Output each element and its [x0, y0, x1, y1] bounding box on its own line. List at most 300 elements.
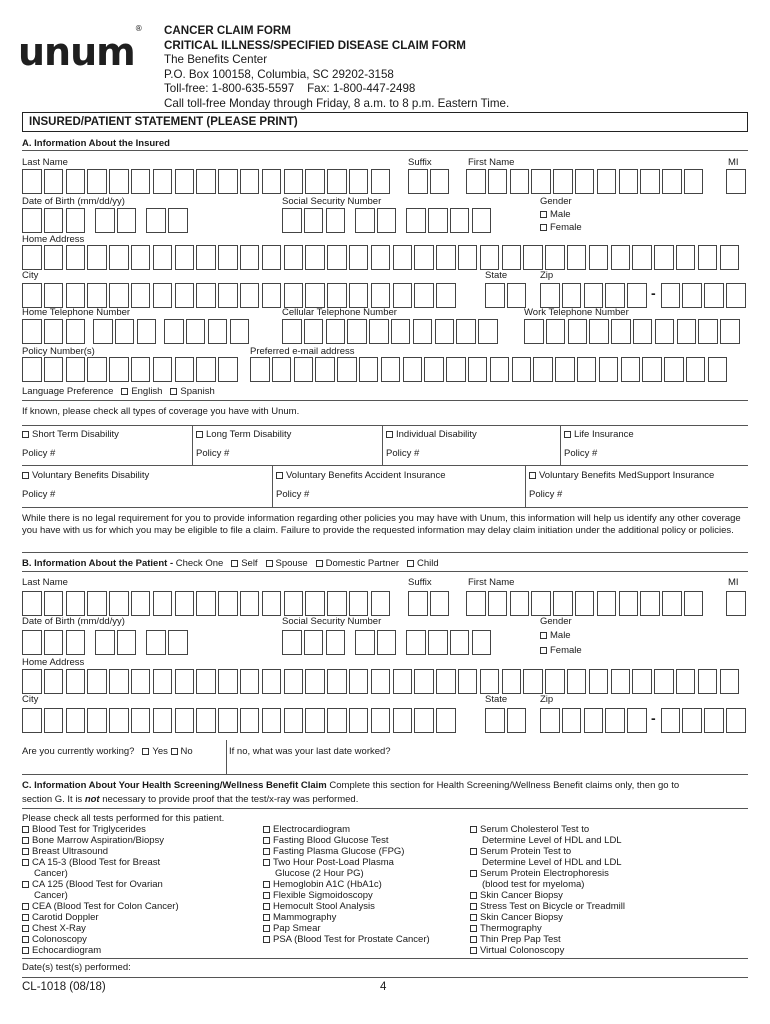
char-box[interactable]: [117, 630, 137, 655]
checkbox-icon[interactable]: [22, 903, 29, 910]
char-box[interactable]: [208, 319, 228, 344]
suffix-boxes[interactable]: [408, 169, 452, 194]
test-item[interactable]: Electrocardiogram: [263, 824, 430, 835]
char-box[interactable]: [272, 357, 292, 382]
char-box[interactable]: [22, 591, 42, 616]
char-box[interactable]: [326, 319, 346, 344]
char-box[interactable]: [22, 208, 42, 233]
char-box[interactable]: [327, 283, 347, 308]
checkbox-icon[interactable]: [22, 826, 29, 833]
char-box[interactable]: [196, 669, 216, 694]
checkbox-spouse[interactable]: [266, 560, 273, 567]
char-box[interactable]: [284, 708, 304, 733]
char-box[interactable]: [327, 708, 347, 733]
char-box[interactable]: [22, 283, 42, 308]
char-box[interactable]: [627, 283, 647, 308]
char-box[interactable]: [654, 245, 674, 270]
first-name-boxes[interactable]: [466, 169, 706, 194]
char-box[interactable]: [284, 283, 304, 308]
char-box[interactable]: [676, 245, 696, 270]
char-box[interactable]: [488, 169, 508, 194]
char-box[interactable]: [284, 245, 304, 270]
test-item[interactable]: Virtual Colonoscopy: [470, 945, 625, 956]
char-box[interactable]: [371, 669, 391, 694]
email-boxes[interactable]: [250, 357, 730, 382]
char-box[interactable]: [619, 169, 639, 194]
char-box[interactable]: [22, 630, 42, 655]
char-box[interactable]: [676, 669, 696, 694]
char-box[interactable]: [22, 357, 42, 382]
char-box[interactable]: [371, 245, 391, 270]
char-box[interactable]: [262, 669, 282, 694]
char-box[interactable]: [66, 169, 86, 194]
test-item[interactable]: Fasting Plasma Glucose (FPG): [263, 846, 430, 857]
char-box[interactable]: [44, 208, 64, 233]
checkbox-icon[interactable]: [22, 881, 29, 888]
char-box[interactable]: [664, 357, 684, 382]
coverage-vb-disability[interactable]: Voluntary Benefits Disability: [22, 470, 149, 481]
char-box[interactable]: [87, 357, 107, 382]
checkbox-icon[interactable]: [263, 881, 270, 888]
char-box[interactable]: [553, 169, 573, 194]
checkbox-icon[interactable]: [263, 837, 270, 844]
test-item[interactable]: Skin Cancer Biopsy: [470, 912, 625, 923]
checkbox-icon[interactable]: [22, 914, 29, 921]
test-item[interactable]: Breast Ultrasound: [22, 846, 179, 857]
char-box[interactable]: [359, 357, 379, 382]
char-box[interactable]: [430, 591, 450, 616]
char-box[interactable]: [584, 283, 604, 308]
char-box[interactable]: [555, 357, 575, 382]
char-box[interactable]: [720, 319, 740, 344]
char-box[interactable]: [720, 669, 740, 694]
char-box[interactable]: [640, 591, 660, 616]
patient-home-address-boxes[interactable]: [22, 669, 741, 694]
char-box[interactable]: [349, 169, 369, 194]
char-box[interactable]: [153, 591, 173, 616]
checkbox-icon[interactable]: [22, 431, 29, 438]
char-box[interactable]: [589, 319, 609, 344]
checkbox-icon[interactable]: [470, 892, 477, 899]
char-box[interactable]: [424, 357, 444, 382]
char-box[interactable]: [109, 245, 129, 270]
checkbox-icon[interactable]: [540, 211, 547, 218]
char-box[interactable]: [371, 591, 391, 616]
char-box[interactable]: [66, 245, 86, 270]
patient-zip-boxes[interactable]: [540, 708, 748, 733]
char-box[interactable]: [698, 245, 718, 270]
char-box[interactable]: [533, 357, 553, 382]
char-box[interactable]: [369, 319, 389, 344]
char-box[interactable]: [153, 283, 173, 308]
char-box[interactable]: [523, 669, 543, 694]
char-box[interactable]: [466, 591, 486, 616]
char-box[interactable]: [164, 319, 184, 344]
char-box[interactable]: [662, 169, 682, 194]
char-box[interactable]: [305, 169, 325, 194]
gender-female[interactable]: Female: [540, 222, 582, 233]
char-box[interactable]: [704, 283, 724, 308]
char-box[interactable]: [562, 283, 582, 308]
char-box[interactable]: [698, 669, 718, 694]
char-box[interactable]: [66, 708, 86, 733]
char-box[interactable]: [304, 630, 324, 655]
checkbox-icon[interactable]: [22, 859, 29, 866]
checkbox-icon[interactable]: [263, 914, 270, 921]
gender-male[interactable]: Male: [540, 209, 571, 220]
state-boxes[interactable]: [485, 283, 529, 308]
char-box[interactable]: [562, 708, 582, 733]
char-box[interactable]: [282, 208, 302, 233]
char-box[interactable]: [349, 591, 369, 616]
char-box[interactable]: [450, 630, 470, 655]
home-tel-boxes[interactable]: [22, 319, 251, 344]
char-box[interactable]: [240, 245, 260, 270]
char-box[interactable]: [472, 630, 492, 655]
checkbox-icon[interactable]: [470, 914, 477, 921]
char-box[interactable]: [478, 319, 498, 344]
char-box[interactable]: [218, 591, 238, 616]
char-box[interactable]: [327, 669, 347, 694]
char-box[interactable]: [240, 708, 260, 733]
char-box[interactable]: [218, 669, 238, 694]
char-box[interactable]: [131, 245, 151, 270]
checkbox-icon[interactable]: [540, 224, 547, 231]
test-item[interactable]: Stress Test on Bicycle or Treadmill: [470, 901, 625, 912]
char-box[interactable]: [240, 169, 260, 194]
char-box[interactable]: [403, 357, 423, 382]
char-box[interactable]: [456, 319, 476, 344]
char-box[interactable]: [435, 319, 455, 344]
checkbox-icon[interactable]: [470, 936, 477, 943]
test-item[interactable]: Skin Cancer Biopsy: [470, 890, 625, 901]
checkbox-icon[interactable]: [263, 826, 270, 833]
dob-boxes[interactable]: [22, 208, 190, 233]
char-box[interactable]: [305, 591, 325, 616]
char-box[interactable]: [175, 669, 195, 694]
char-box[interactable]: [393, 283, 413, 308]
char-box[interactable]: [597, 591, 617, 616]
test-item[interactable]: Echocardiogram: [22, 945, 179, 956]
char-box[interactable]: [436, 283, 456, 308]
char-box[interactable]: [327, 169, 347, 194]
char-box[interactable]: [196, 169, 216, 194]
checkbox-icon[interactable]: [386, 431, 393, 438]
checkbox-icon[interactable]: [263, 892, 270, 899]
char-box[interactable]: [589, 245, 609, 270]
char-box[interactable]: [408, 591, 428, 616]
char-box[interactable]: [472, 208, 492, 233]
patient-gender-female[interactable]: Female: [540, 645, 582, 656]
char-box[interactable]: [44, 283, 64, 308]
char-box[interactable]: [168, 630, 188, 655]
char-box[interactable]: [168, 208, 188, 233]
checkbox-icon[interactable]: [22, 848, 29, 855]
char-box[interactable]: [428, 630, 448, 655]
char-box[interactable]: [196, 245, 216, 270]
char-box[interactable]: [540, 283, 560, 308]
char-box[interactable]: [282, 630, 302, 655]
char-box[interactable]: [686, 357, 706, 382]
char-box[interactable]: [146, 630, 166, 655]
checkbox-yes[interactable]: [142, 748, 149, 755]
char-box[interactable]: [577, 357, 597, 382]
checkbox-child[interactable]: [407, 560, 414, 567]
char-box[interactable]: [480, 669, 500, 694]
char-box[interactable]: [109, 357, 129, 382]
char-box[interactable]: [468, 357, 488, 382]
checkbox-spanish[interactable]: [170, 388, 177, 395]
char-box[interactable]: [146, 208, 166, 233]
char-box[interactable]: [524, 319, 544, 344]
char-box[interactable]: [218, 169, 238, 194]
char-box[interactable]: [262, 169, 282, 194]
patient-city-boxes[interactable]: [22, 708, 458, 733]
char-box[interactable]: [605, 708, 625, 733]
checkbox-icon[interactable]: [564, 431, 571, 438]
coverage-vb-medsupport[interactable]: Voluntary Benefits MedSupport Insurance: [529, 470, 714, 481]
mi-box[interactable]: [726, 169, 748, 194]
test-item[interactable]: Serum Protein Test to: [470, 846, 625, 857]
char-box[interactable]: [406, 208, 426, 233]
checkbox-icon[interactable]: [22, 472, 29, 479]
checkbox-icon[interactable]: [470, 826, 477, 833]
checkbox-english[interactable]: [121, 388, 128, 395]
char-box[interactable]: [262, 591, 282, 616]
char-box[interactable]: [640, 169, 660, 194]
char-box[interactable]: [597, 169, 617, 194]
char-box[interactable]: [218, 245, 238, 270]
char-box[interactable]: [726, 283, 746, 308]
char-box[interactable]: [633, 319, 653, 344]
char-box[interactable]: [327, 245, 347, 270]
coverage-long-term[interactable]: Long Term Disability: [196, 429, 291, 440]
test-item[interactable]: Fasting Blood Glucose Test: [263, 835, 430, 846]
char-box[interactable]: [502, 669, 522, 694]
policy-number-boxes[interactable]: [22, 357, 240, 382]
char-box[interactable]: [611, 245, 631, 270]
char-box[interactable]: [240, 283, 260, 308]
char-box[interactable]: [218, 357, 238, 382]
test-item[interactable]: CA 15-3 (Blood Test for Breast: [22, 857, 179, 868]
char-box[interactable]: [87, 669, 107, 694]
char-box[interactable]: [93, 319, 113, 344]
char-box[interactable]: [44, 669, 64, 694]
checkbox-icon[interactable]: [263, 903, 270, 910]
char-box[interactable]: [326, 630, 346, 655]
checkbox-icon[interactable]: [470, 848, 477, 855]
patient-mi-box[interactable]: [726, 591, 748, 616]
checkbox-no[interactable]: [171, 748, 178, 755]
char-box[interactable]: [654, 669, 674, 694]
char-box[interactable]: [44, 319, 64, 344]
char-box[interactable]: [44, 245, 64, 270]
char-box[interactable]: [642, 357, 662, 382]
char-box[interactable]: [436, 708, 456, 733]
checkbox-icon[interactable]: [529, 472, 536, 479]
checkbox-icon[interactable]: [470, 870, 477, 877]
char-box[interactable]: [240, 591, 260, 616]
char-box[interactable]: [153, 169, 173, 194]
char-box[interactable]: [661, 283, 681, 308]
char-box[interactable]: [175, 245, 195, 270]
checkbox-icon[interactable]: [470, 903, 477, 910]
char-box[interactable]: [250, 357, 270, 382]
char-box[interactable]: [218, 283, 238, 308]
char-box[interactable]: [726, 591, 746, 616]
test-item[interactable]: Two Hour Post-Load Plasma: [263, 857, 430, 868]
patient-suffix-boxes[interactable]: [408, 591, 452, 616]
char-box[interactable]: [109, 283, 129, 308]
zip-boxes[interactable]: [540, 283, 748, 308]
char-box[interactable]: [531, 169, 551, 194]
char-box[interactable]: [355, 208, 375, 233]
char-box[interactable]: [413, 319, 433, 344]
char-box[interactable]: [87, 708, 107, 733]
test-item[interactable]: Hemoglobin A1C (HbA1c): [263, 879, 430, 890]
test-item[interactable]: Chest X-Ray: [22, 923, 179, 934]
char-box[interactable]: [22, 708, 42, 733]
char-box[interactable]: [458, 245, 478, 270]
char-box[interactable]: [305, 669, 325, 694]
char-box[interactable]: [436, 245, 456, 270]
char-box[interactable]: [304, 208, 324, 233]
char-box[interactable]: [698, 319, 718, 344]
char-box[interactable]: [708, 357, 728, 382]
char-box[interactable]: [584, 708, 604, 733]
char-box[interactable]: [87, 283, 107, 308]
test-item[interactable]: Serum Cholesterol Test to: [470, 824, 625, 835]
char-box[interactable]: [87, 245, 107, 270]
char-box[interactable]: [131, 169, 151, 194]
checkbox-icon[interactable]: [22, 936, 29, 943]
char-box[interactable]: [87, 169, 107, 194]
char-box[interactable]: [682, 708, 702, 733]
char-box[interactable]: [485, 283, 505, 308]
char-box[interactable]: [510, 591, 530, 616]
char-box[interactable]: [553, 591, 573, 616]
checkbox-icon[interactable]: [263, 925, 270, 932]
patient-ssn-boxes[interactable]: [282, 630, 494, 655]
char-box[interactable]: [153, 669, 173, 694]
char-box[interactable]: [153, 357, 173, 382]
char-box[interactable]: [430, 169, 450, 194]
char-box[interactable]: [44, 357, 64, 382]
char-box[interactable]: [66, 669, 86, 694]
char-box[interactable]: [480, 245, 500, 270]
char-box[interactable]: [393, 669, 413, 694]
char-box[interactable]: [589, 669, 609, 694]
patient-last-name-boxes[interactable]: [22, 591, 393, 616]
char-box[interactable]: [115, 319, 135, 344]
char-box[interactable]: [240, 669, 260, 694]
patient-dob-boxes[interactable]: [22, 630, 190, 655]
char-box[interactable]: [66, 591, 86, 616]
char-box[interactable]: [66, 630, 86, 655]
char-box[interactable]: [371, 169, 391, 194]
last-name-boxes[interactable]: [22, 169, 393, 194]
char-box[interactable]: [510, 169, 530, 194]
char-box[interactable]: [446, 357, 466, 382]
char-box[interactable]: [22, 169, 42, 194]
char-box[interactable]: [662, 591, 682, 616]
test-item[interactable]: Carotid Doppler: [22, 912, 179, 923]
char-box[interactable]: [284, 169, 304, 194]
char-box[interactable]: [391, 319, 411, 344]
char-box[interactable]: [109, 708, 129, 733]
char-box[interactable]: [22, 245, 42, 270]
char-box[interactable]: [355, 630, 375, 655]
char-box[interactable]: [545, 669, 565, 694]
char-box[interactable]: [109, 669, 129, 694]
char-box[interactable]: [619, 591, 639, 616]
char-box[interactable]: [131, 708, 151, 733]
char-box[interactable]: [611, 319, 631, 344]
char-box[interactable]: [22, 319, 42, 344]
patient-state-boxes[interactable]: [485, 708, 529, 733]
char-box[interactable]: [196, 357, 216, 382]
char-box[interactable]: [507, 283, 527, 308]
checkbox-icon[interactable]: [263, 848, 270, 855]
char-box[interactable]: [621, 357, 641, 382]
char-box[interactable]: [137, 319, 157, 344]
char-box[interactable]: [611, 669, 631, 694]
char-box[interactable]: [95, 208, 115, 233]
checkbox-icon[interactable]: [196, 431, 203, 438]
test-item[interactable]: Bone Marrow Aspiration/Biopsy: [22, 835, 179, 846]
char-box[interactable]: [605, 283, 625, 308]
char-box[interactable]: [677, 319, 697, 344]
char-box[interactable]: [720, 245, 740, 270]
char-box[interactable]: [196, 591, 216, 616]
char-box[interactable]: [349, 708, 369, 733]
char-box[interactable]: [282, 319, 302, 344]
checkbox-icon[interactable]: [22, 925, 29, 932]
char-box[interactable]: [305, 245, 325, 270]
char-box[interactable]: [371, 283, 391, 308]
char-box[interactable]: [507, 708, 527, 733]
char-box[interactable]: [632, 245, 652, 270]
char-box[interactable]: [393, 245, 413, 270]
test-item[interactable]: CA 125 (Blood Test for Ovarian: [22, 879, 179, 890]
char-box[interactable]: [377, 208, 397, 233]
char-box[interactable]: [349, 245, 369, 270]
char-box[interactable]: [726, 708, 746, 733]
char-box[interactable]: [326, 208, 346, 233]
char-box[interactable]: [632, 669, 652, 694]
char-box[interactable]: [726, 169, 746, 194]
char-box[interactable]: [337, 357, 357, 382]
checkbox-self[interactable]: [231, 560, 238, 567]
char-box[interactable]: [175, 591, 195, 616]
char-box[interactable]: [546, 319, 566, 344]
char-box[interactable]: [490, 357, 510, 382]
char-box[interactable]: [131, 669, 151, 694]
char-box[interactable]: [349, 669, 369, 694]
checkbox-icon[interactable]: [22, 947, 29, 954]
char-box[interactable]: [66, 319, 86, 344]
checkbox-icon[interactable]: [540, 632, 547, 639]
char-box[interactable]: [305, 708, 325, 733]
char-box[interactable]: [531, 591, 551, 616]
char-box[interactable]: [414, 708, 434, 733]
char-box[interactable]: [627, 708, 647, 733]
char-box[interactable]: [175, 357, 195, 382]
char-box[interactable]: [175, 283, 195, 308]
test-item[interactable]: Blood Test for Triglycerides: [22, 824, 179, 835]
test-item[interactable]: Colonoscopy: [22, 934, 179, 945]
char-box[interactable]: [131, 283, 151, 308]
